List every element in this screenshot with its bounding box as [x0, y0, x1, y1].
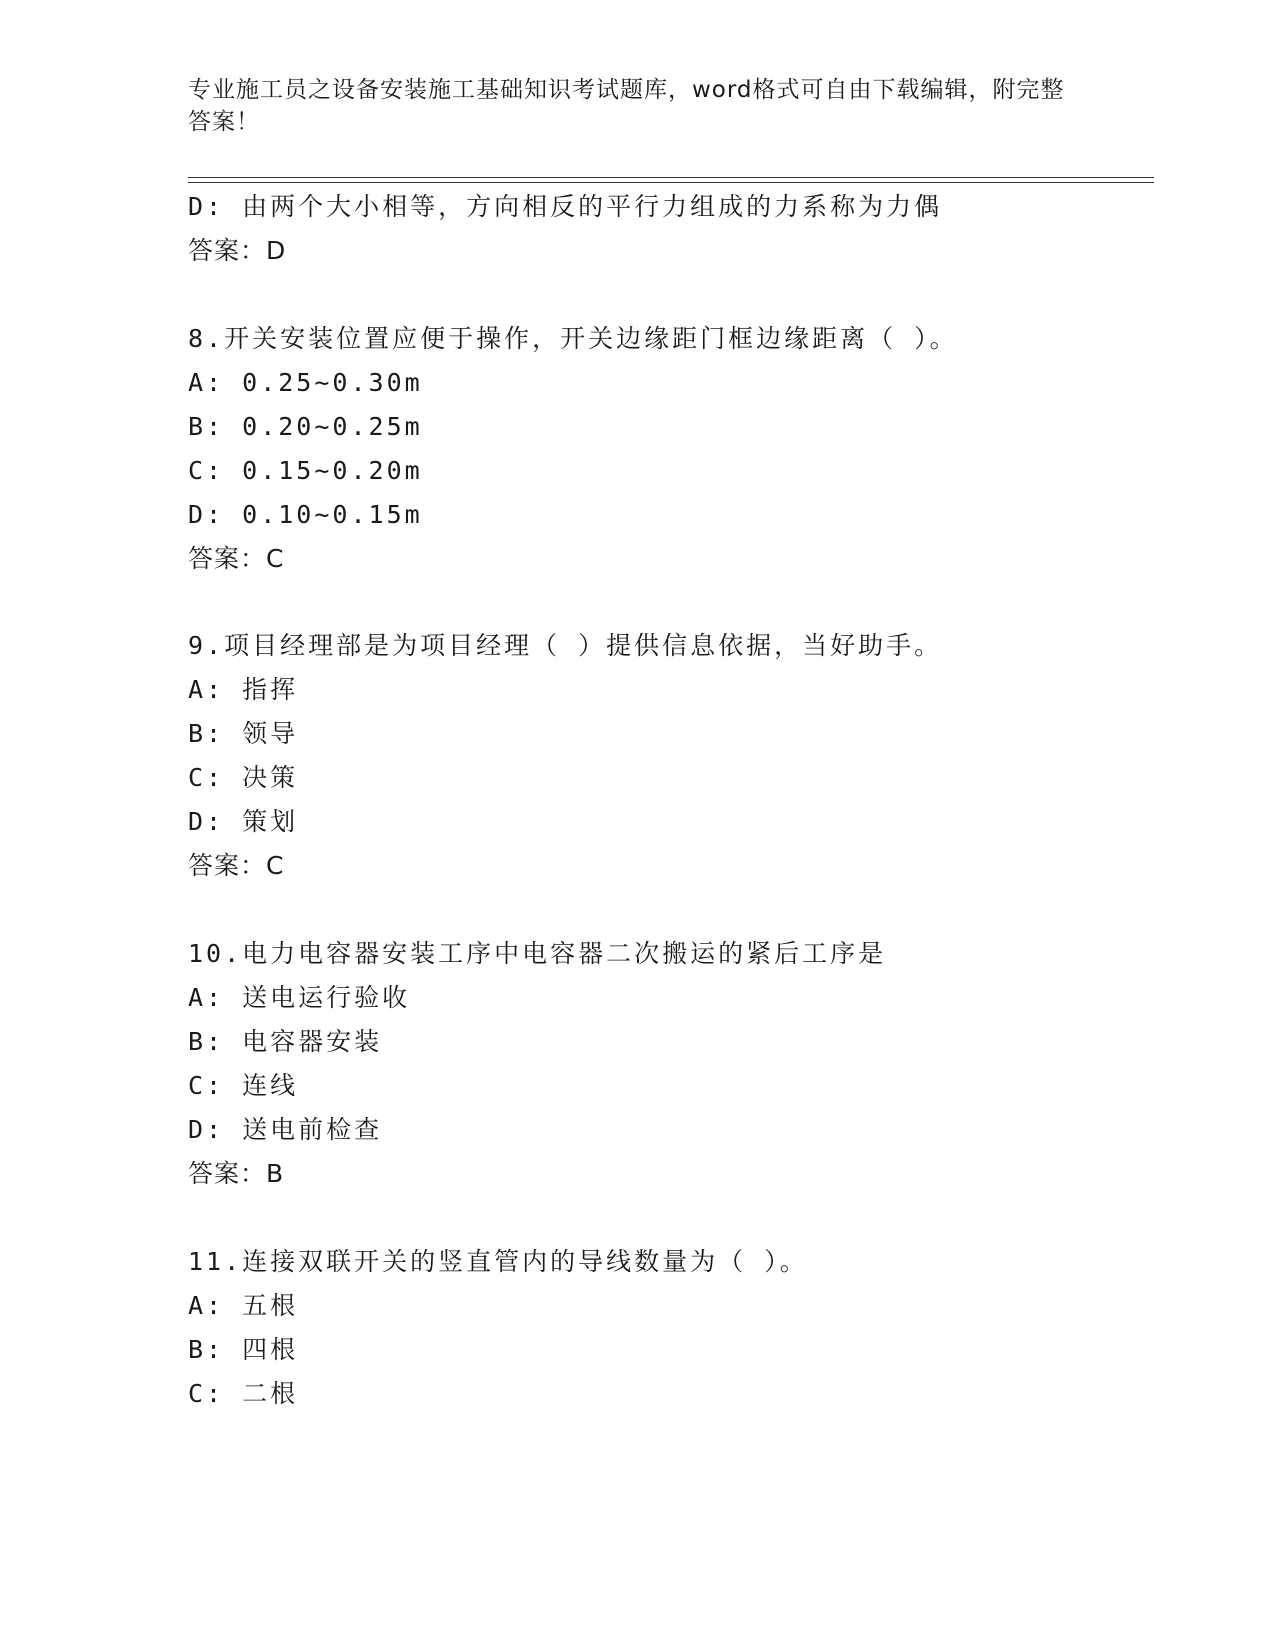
question-10-option-d: D: 送电前检查: [188, 1115, 383, 1144]
question-9-answer: 答案：C: [188, 851, 285, 880]
question-10-option-c: C: 连线: [188, 1071, 299, 1100]
answer-line: 答案：D: [188, 236, 287, 265]
question-8-option-a: A: 0.25~0.30m: [188, 368, 423, 397]
question-8-option-d: D: 0.10~0.15m: [188, 500, 423, 529]
header-rule-bottom: [188, 182, 1154, 183]
question-9-option-c: C: 决策: [188, 763, 299, 792]
question-9-option-a: A: 指挥: [188, 675, 299, 704]
question-10-option-a: A: 送电运行验收: [188, 983, 411, 1012]
option-d: D: 由两个大小相等，方向相反的平行力组成的力系称为力偶: [188, 192, 943, 221]
question-11-option-b: B: 四根: [188, 1335, 299, 1364]
question-8-option-c: C: 0.15~0.20m: [188, 456, 423, 485]
question-8-answer: 答案：C: [188, 544, 285, 573]
header-rule-top: [188, 177, 1154, 178]
question-10-answer: 答案：B: [188, 1159, 285, 1188]
question-8-stem: 8.开关安装位置应便于操作，开关边缘距门框边缘距离（ ）。: [188, 324, 958, 353]
document-header: 专业施工员之设备安装施工基础知识考试题库，word格式可自由下载编辑，附完整答案！: [188, 77, 1065, 135]
question-9-stem: 9.项目经理部是为项目经理（ ）提供信息依据，当好助手。: [188, 631, 943, 660]
question-8-option-b: B: 0.20~0.25m: [188, 412, 423, 441]
question-9-option-b: B: 领导: [188, 719, 299, 748]
question-11-option-a: A: 五根: [188, 1291, 299, 1320]
question-11-option-c: C: 二根: [188, 1379, 299, 1408]
question-10-option-b: B: 电容器安装: [188, 1027, 383, 1056]
question-10-stem: 10.电力电容器安装工序中电容器二次搬运的紧后工序是: [188, 939, 887, 968]
question-11-stem: 11.连接双联开关的竖直管内的导线数量为（ ）。: [188, 1247, 808, 1276]
question-9-option-d: D: 策划: [188, 807, 299, 836]
